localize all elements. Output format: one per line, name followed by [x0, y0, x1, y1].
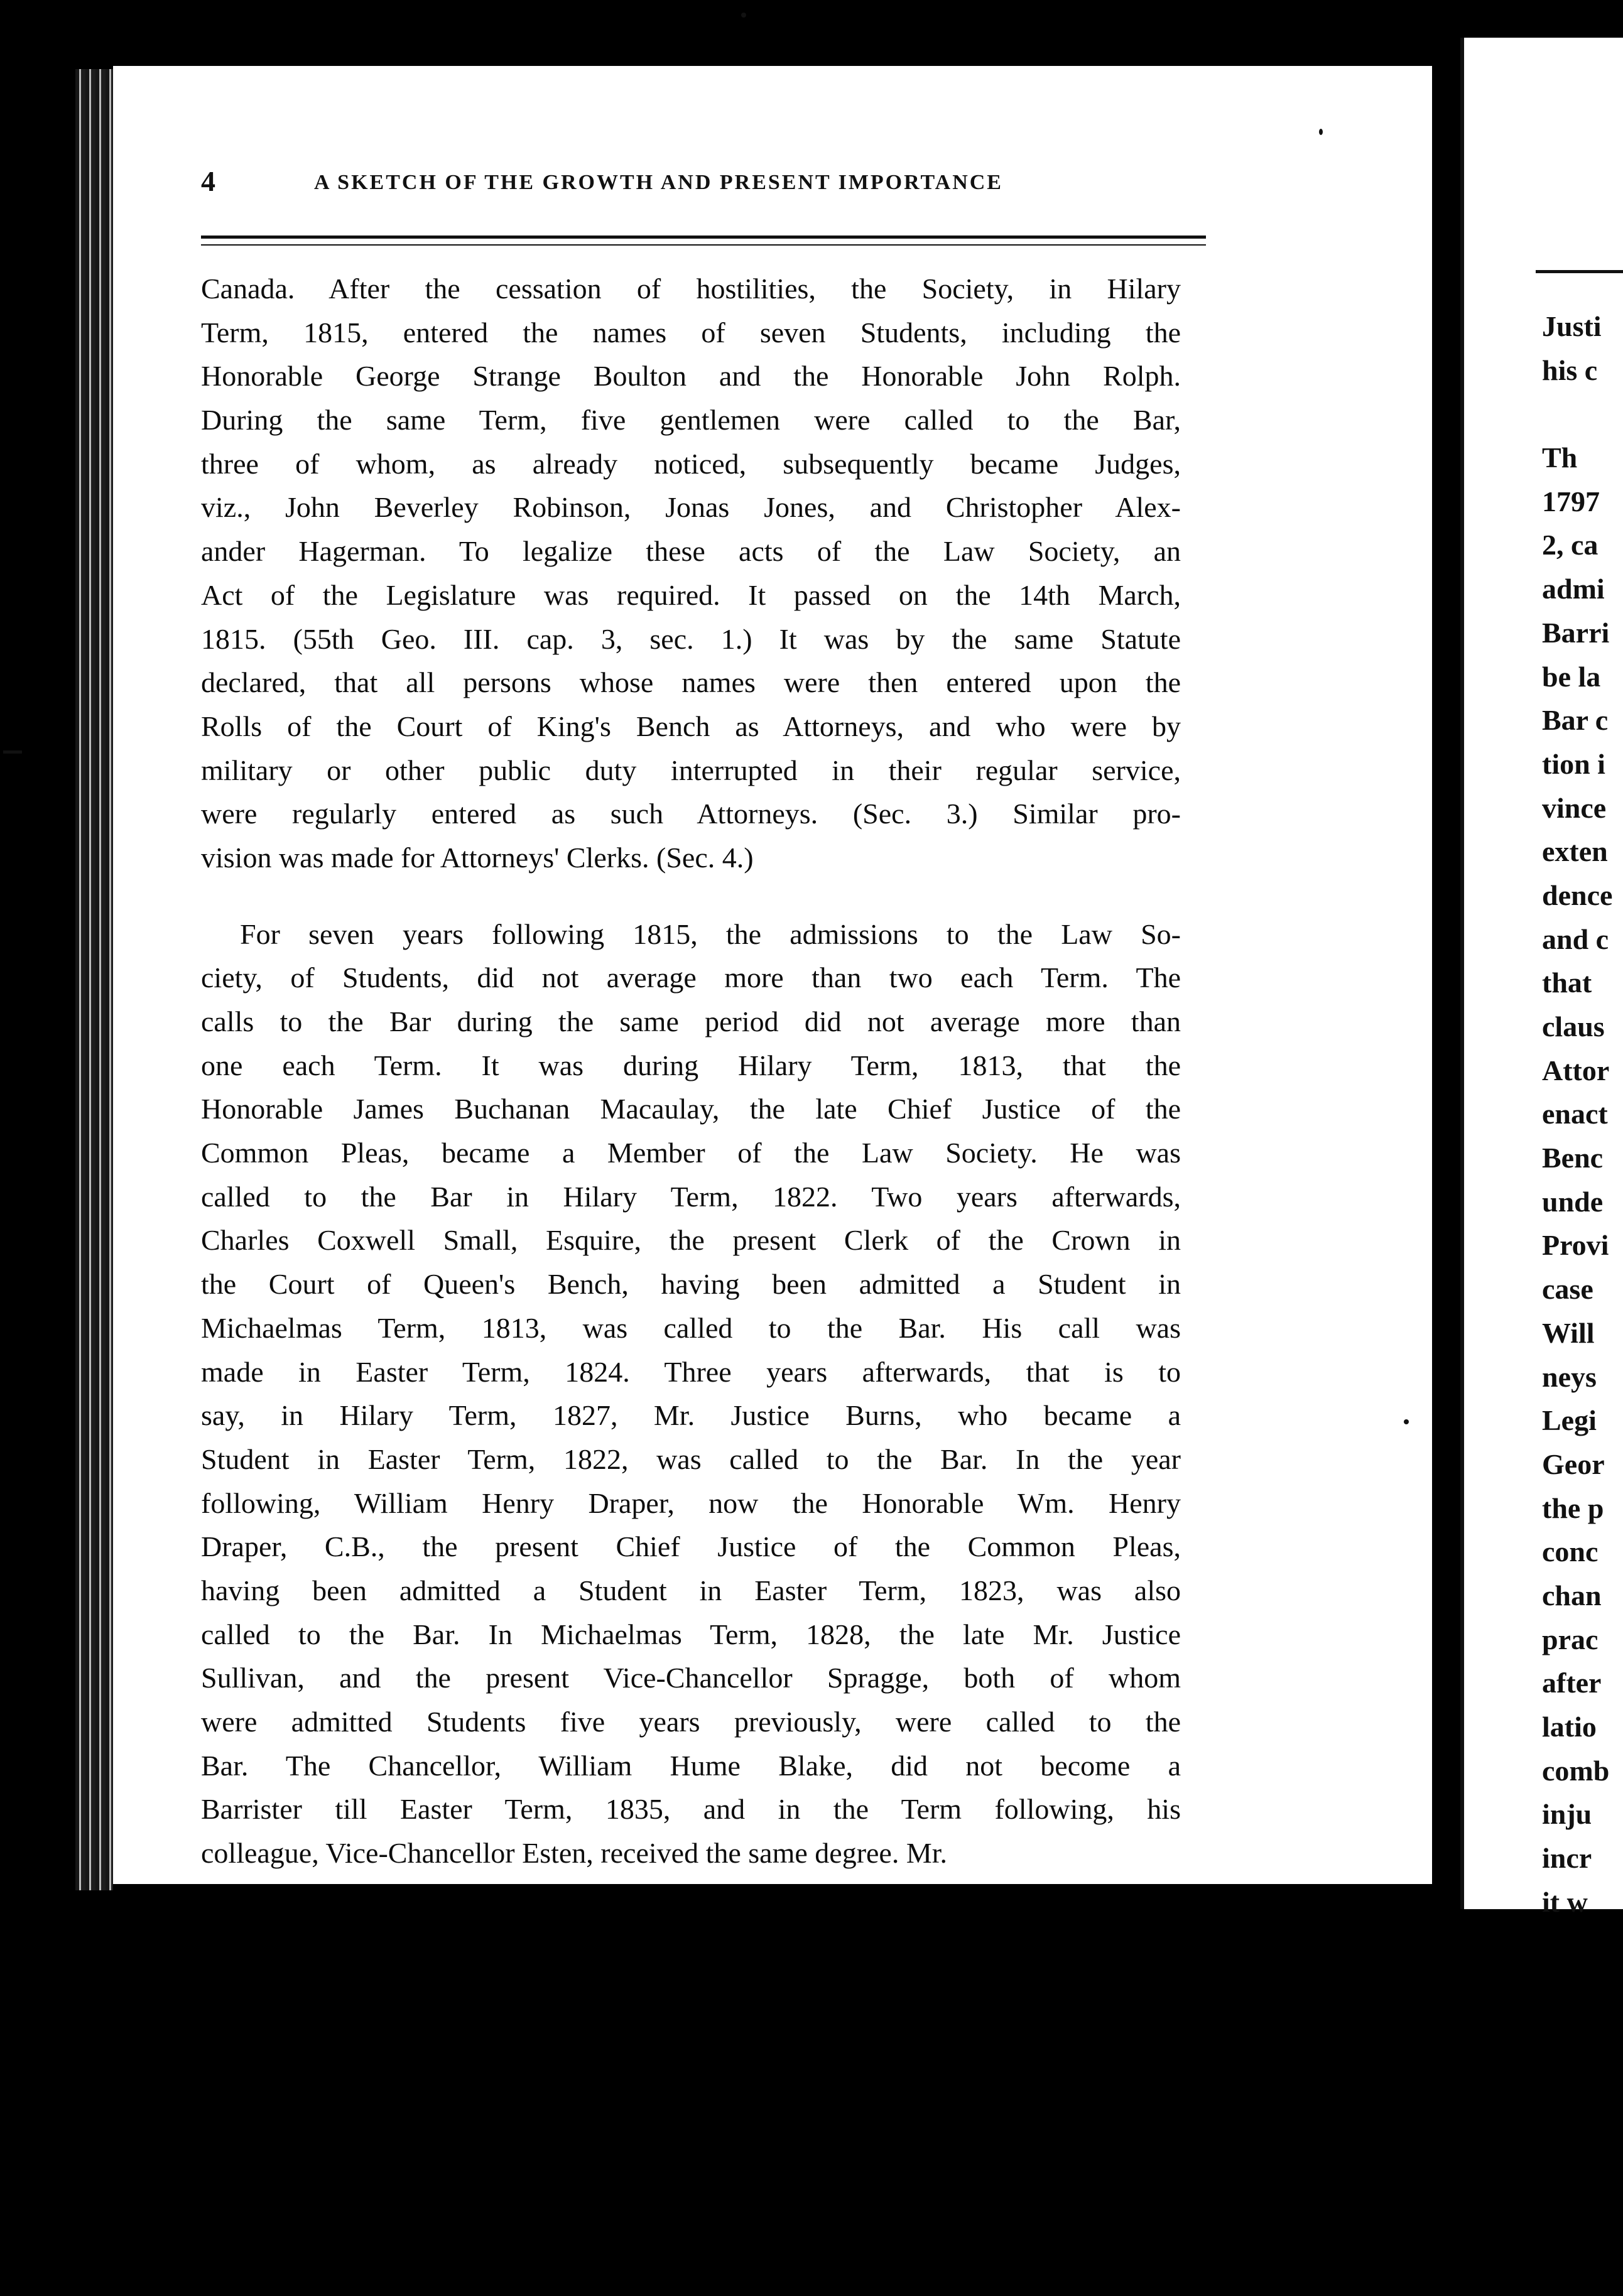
text-line: ciety, of Students, did not average more than two each Term. The — [201, 961, 1181, 994]
facing-page-line: it w — [1542, 1885, 1588, 1918]
facing-page-line: tion i — [1542, 747, 1605, 780]
facing-page-line: Provi — [1542, 1229, 1609, 1262]
facing-page-line: chan — [1542, 1579, 1602, 1611]
facing-page — [1460, 38, 1623, 1918]
facing-page-line: 1797 — [1542, 485, 1600, 517]
text-line: Michaelmas Term, 1813, was called to the Bar. His call was — [201, 1311, 1181, 1344]
paragraph-gap — [201, 880, 1181, 912]
scan-speck — [1404, 1419, 1409, 1424]
text-line: Canada. After the cessation of hostilities, the Society, in Hilary — [201, 273, 1181, 305]
facing-page-line: after — [1542, 1667, 1602, 1699]
text-line: having been admitted a Student in Easter Term, 1823, was also — [201, 1574, 1181, 1606]
text-line: three of whom, as already noticed, subsequently became Judges, — [201, 447, 1181, 480]
facing-page-line: Justi — [1542, 310, 1602, 342]
text-line: one each Term. It was during Hilary Term, 1813, that the — [201, 1049, 1181, 1081]
facing-page-line: Legi — [1542, 1404, 1597, 1437]
running-title: A SKETCH OF THE GROWTH AND PRESENT IMPORTANCE — [314, 171, 1003, 194]
page-gutter — [1460, 38, 1464, 1909]
text-line: Act of the Legislature was required. It passed on the 14th March, — [201, 578, 1181, 611]
facing-page-line — [1542, 392, 1612, 436]
text-line: military or other public duty interrupted in their regular service, — [201, 754, 1181, 786]
facing-page-line: exten — [1542, 835, 1608, 868]
text-line: the Court of Queen's Bench, having been admitted a Student in — [201, 1268, 1181, 1301]
facing-page-line: be la — [1542, 660, 1601, 693]
text-line: called to the Bar in Hilary Term, 1822. Two years afterwards, — [201, 1180, 1181, 1213]
facing-page-line: dence — [1542, 879, 1613, 911]
facing-page-line: Bar c — [1542, 704, 1609, 737]
facing-page-line: and c — [1542, 923, 1609, 955]
facing-page-line: comb — [1542, 1754, 1610, 1787]
facing-page-line: Th — [1542, 441, 1578, 474]
facing-page-line: conc — [1542, 1535, 1599, 1568]
facing-page-line: claus — [1542, 1010, 1605, 1042]
text-line: ander Hagerman. To legalize these acts of the Law Society, an — [201, 535, 1181, 568]
text-line: Draper, C.B., the present Chief Justice of the Common Pleas, — [201, 1530, 1181, 1563]
text-line: Rolls of the Court of King's Bench as Attorneys, and who were by — [201, 710, 1181, 742]
text-line: declared, that all persons whose names were then entered upon the — [201, 666, 1181, 699]
text-line: Charles Coxwell Small, Esquire, the present Clerk of the Crown in — [201, 1224, 1181, 1257]
facing-page-line: case — [1542, 1273, 1593, 1306]
book-binding-edge — [75, 69, 113, 1890]
facing-page-rule — [1536, 270, 1623, 273]
text-line: Bar. The Chancellor, William Hume Blake, did not become a — [201, 1749, 1181, 1782]
scan-speck — [1319, 129, 1323, 135]
facing-page-line: enact — [1542, 1098, 1608, 1130]
text-line: Honorable James Buchanan Macaulay, the late Chief Justice of the — [201, 1093, 1181, 1125]
facing-page-line: Barri — [1542, 616, 1610, 649]
facing-page-line: admi — [1542, 573, 1605, 605]
header-rule-thick — [201, 236, 1206, 239]
scan-mark — [3, 750, 22, 754]
text-line: Honorable George Strange Boulton and the Honorable John Rolph. — [201, 360, 1181, 393]
facing-page-line: 2, ca — [1542, 529, 1599, 561]
text-line: For seven years following 1815, the admissions to the Law So- — [240, 918, 1181, 950]
facing-page-line: neys — [1542, 1360, 1597, 1393]
facing-page-line: that — [1542, 967, 1592, 999]
facing-page-line: prac — [1542, 1623, 1599, 1655]
facing-page-line: latio — [1542, 1711, 1597, 1743]
text-line: Sullivan, and the present Vice-Chancellor Spragge, both of whom — [201, 1662, 1181, 1694]
text-line: During the same Term, five gentlemen were called to the Bar, — [201, 404, 1181, 436]
facing-page-line: Attor — [1542, 1054, 1610, 1086]
text-line: calls to the Bar during the same period did not average more than — [201, 1005, 1181, 1037]
text-line: were regularly entered as such Attorneys. (Sec. 3.) Similar pro- — [201, 798, 1181, 830]
facing-page-line: Geor — [1542, 1448, 1605, 1480]
text-line: were admitted Students five years previously, were called to the — [201, 1706, 1181, 1738]
text-line: vision was made for Attorneys' Clerks. (Sec. 4.) — [201, 841, 754, 874]
text-line: say, in Hilary Term, 1827, Mr. Justice Burns, who became a — [201, 1399, 1181, 1432]
text-line: Student in Easter Term, 1822, was called to the Bar. In the year — [201, 1443, 1181, 1475]
facing-page-line: his c — [1542, 354, 1598, 386]
facing-page-line: incr — [1542, 1842, 1592, 1875]
facing-page-line: inju — [1542, 1798, 1592, 1831]
text-line: Term, 1815, entered the names of seven Students, including the — [201, 316, 1181, 349]
text-line: 1815. (55th Geo. III. cap. 3, sec. 1.) It was by the same Statute — [201, 622, 1181, 655]
facing-page-line: vince — [1542, 791, 1607, 824]
text-line: made in Easter Term, 1824. Three years afterwards, that is to — [201, 1355, 1181, 1388]
text-line: viz., John Beverley Robinson, Jonas Jones, and Christopher Alex- — [201, 491, 1181, 524]
facing-page-line: the p — [1542, 1492, 1604, 1524]
text-line: colleague, Vice-Chancellor Esten, received the same degree. Mr. — [201, 1837, 948, 1870]
facing-page-line: unde — [1542, 1185, 1604, 1218]
page-number: 4 — [201, 165, 215, 197]
scan-speck — [741, 13, 746, 18]
text-line: Common Pleas, became a Member of the Law Society. He was — [201, 1137, 1181, 1169]
body-text — [201, 267, 1181, 1875]
running-head — [201, 165, 1206, 202]
text-line: following, William Henry Draper, now the Honorable Wm. Henry — [201, 1486, 1181, 1519]
facing-page-line: Benc — [1542, 1142, 1604, 1174]
facing-page-text — [1542, 305, 1612, 1924]
facing-page-line: Will — [1542, 1316, 1595, 1349]
text-line: called to the Bar. In Michaelmas Term, 1828, the late Mr. Justice — [201, 1618, 1181, 1650]
text-line: Barrister till Easter Term, 1835, and in the Term following, his — [201, 1793, 1181, 1826]
header-rule-thin — [201, 244, 1206, 246]
